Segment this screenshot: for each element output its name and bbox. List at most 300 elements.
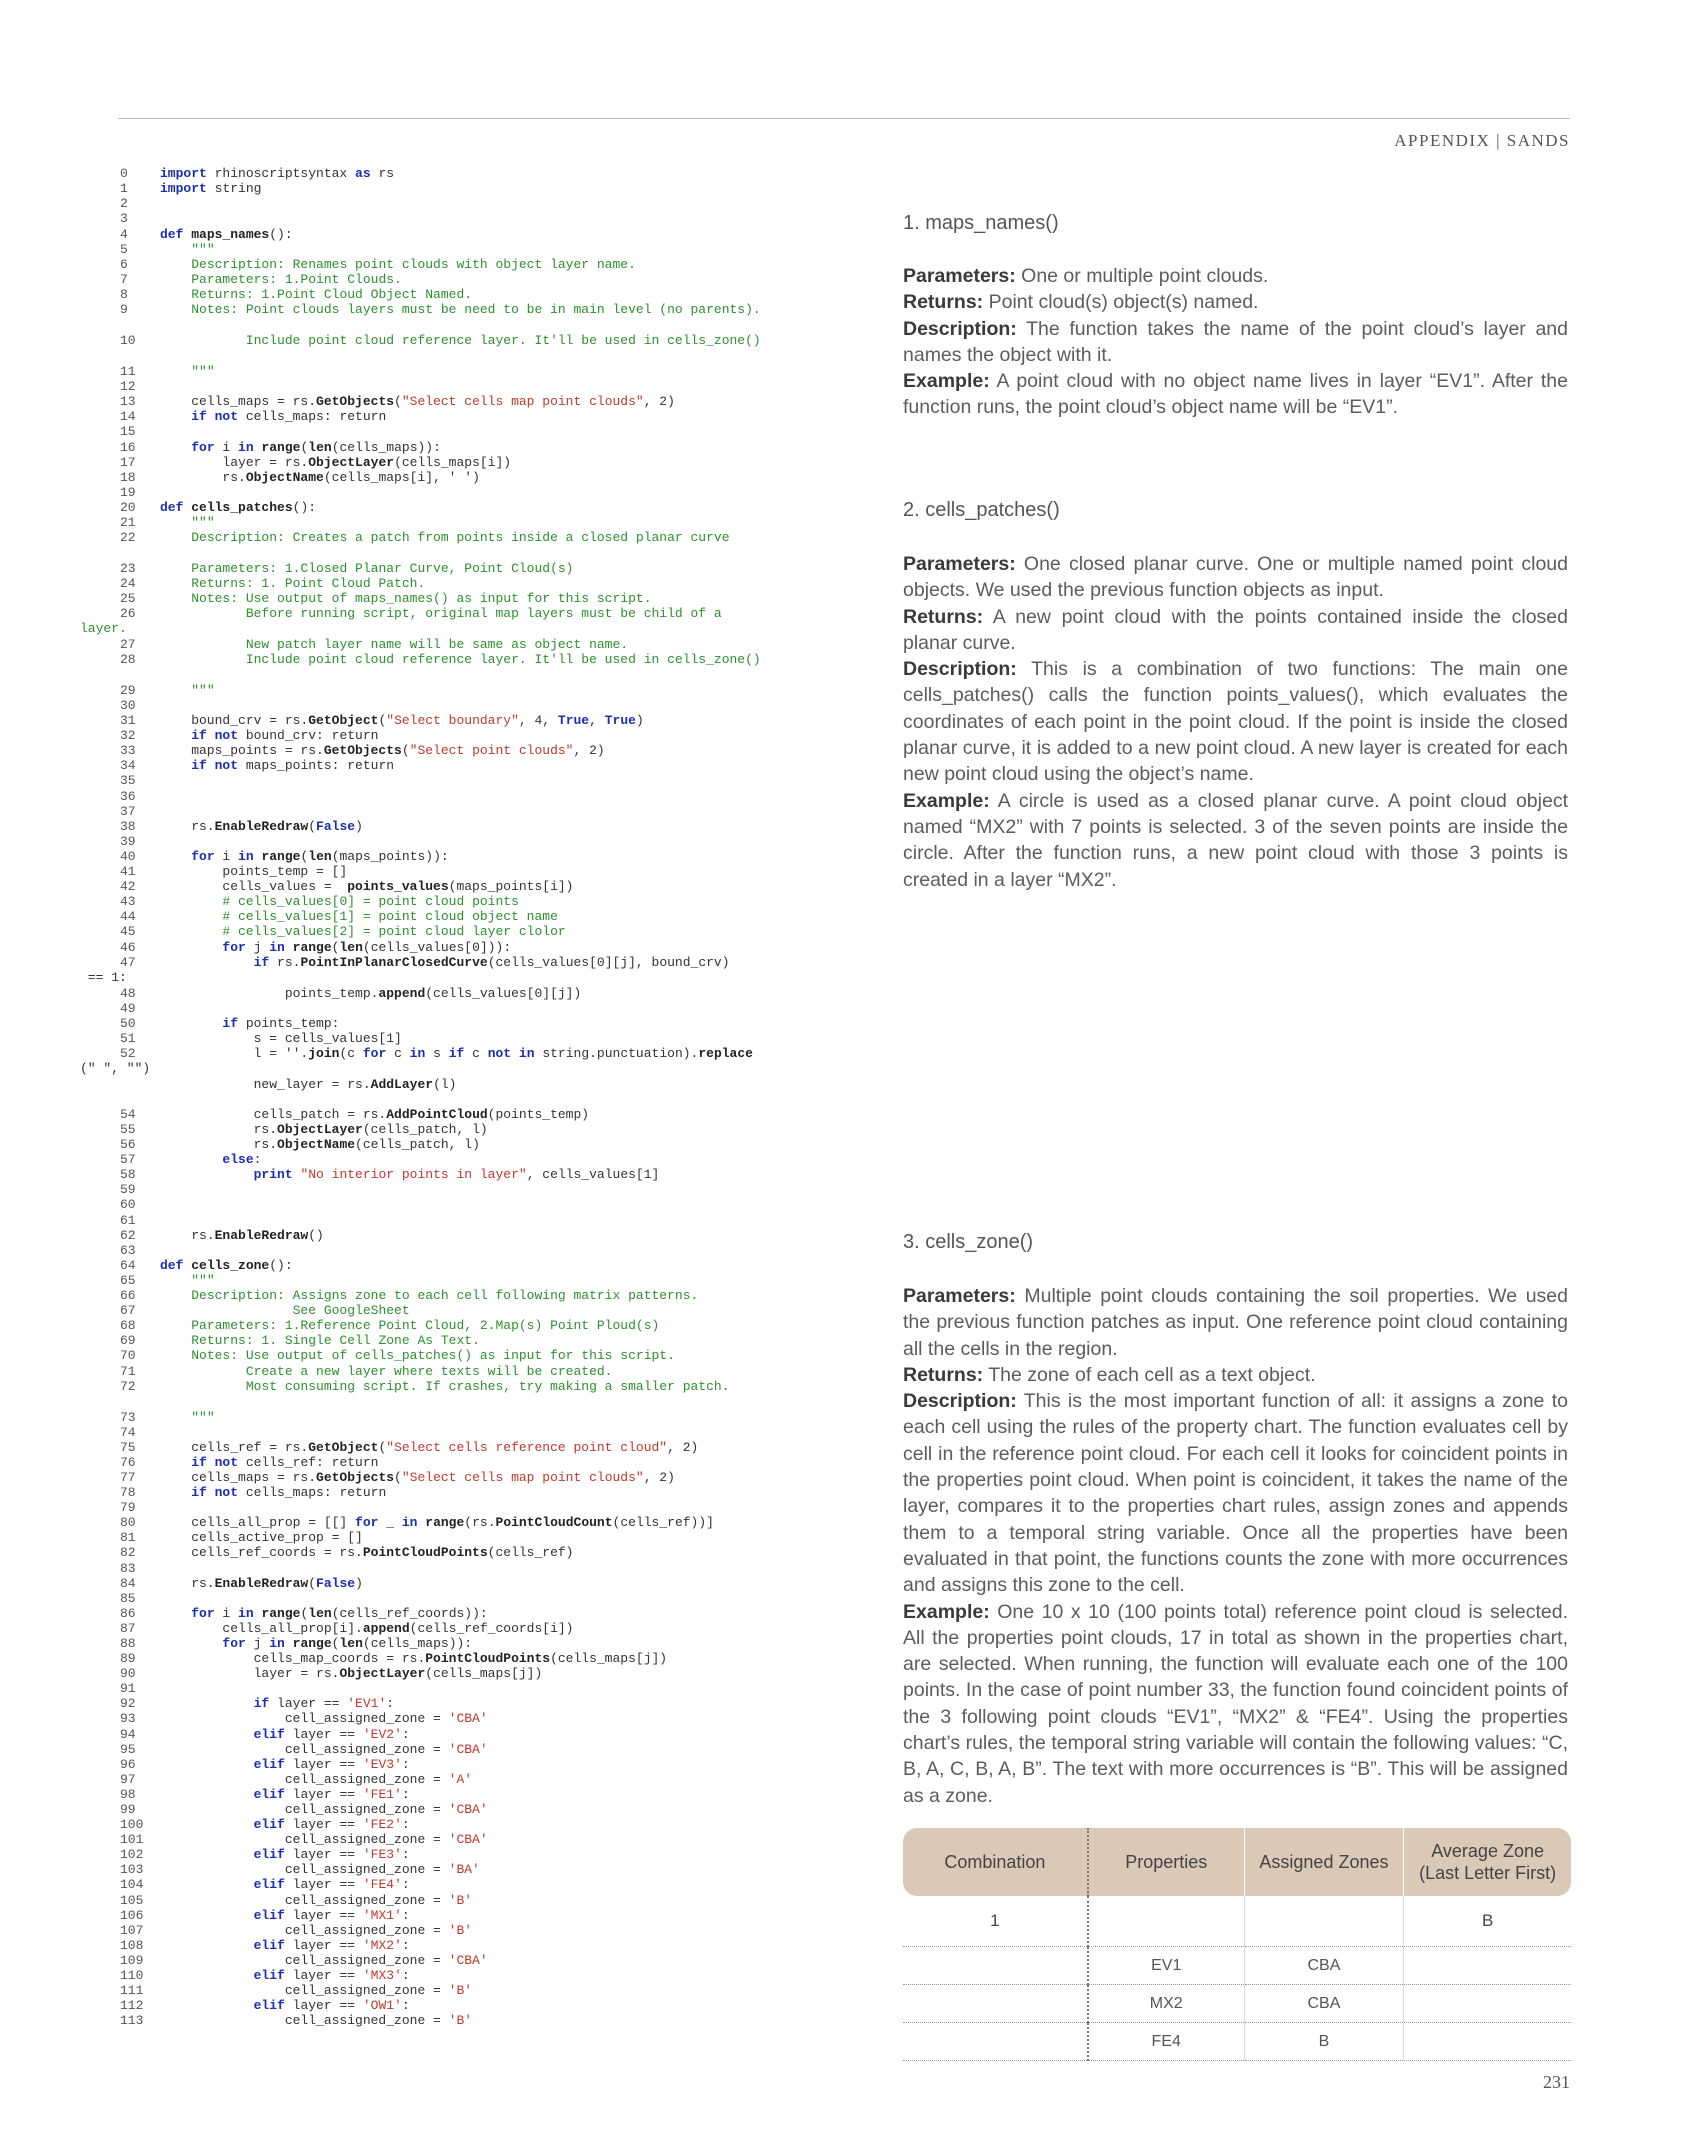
code-line [120,849,449,864]
code-line [120,1938,410,1953]
code-text: s = cells_values[1] [160,1031,402,1046]
line-number: 66 [120,1288,136,1303]
code-text: """ [191,242,215,257]
line-number: 65 [120,1273,136,1288]
code-line [120,1666,542,1681]
code-line [120,1197,160,1212]
code-line [120,1711,488,1726]
line-number: 62 [120,1228,136,1243]
code-text: Create a new layer where texts will be created. [245,1364,613,1379]
line-number: 32 [120,728,136,743]
code-line [120,257,636,272]
line-number: 113 [120,2013,144,2028]
code-line [120,1333,480,1348]
code-text: Returns: 1. Point Cloud Patch. [191,576,426,591]
code-line [120,591,652,606]
code-text: rs.ObjectName(cells_patch, l) [160,1137,480,1152]
line-number: 14 [120,409,136,424]
code-line [120,1606,488,1621]
code-line [120,864,347,879]
code-line [120,1031,402,1046]
code-line [120,227,293,242]
code-line [120,1983,472,1998]
line-number: 35 [120,773,136,788]
line-number: 109 [120,1953,144,1968]
line-number: 2 [120,196,128,211]
code-text: for i in range(len(cells_ref_coords)): [191,1606,488,1621]
code-text: elif layer == 'MX3': [253,1968,410,1983]
code-text: def cells_patches(): [160,500,317,515]
code-line [120,1651,667,1666]
code-line [120,698,160,713]
code-text: Parameters: 1.Point Clouds. [191,272,402,287]
code-line [120,530,730,545]
code-text: cell_assigned_zone = 'CBA' [160,1742,488,1757]
line-number: 87 [120,1621,136,1636]
line-number: 19 [120,485,136,500]
code-line [120,1228,324,1243]
code-text: Returns: 1.Point Cloud Object Named. [191,287,473,302]
code-text: def cells_zone(): [160,1258,293,1273]
line-number: 64 [120,1258,136,1273]
line-number: 88 [120,1636,136,1651]
line-number: 60 [120,1197,136,1212]
line-number: 26 [120,606,136,621]
code-text: cells_maps = rs.GetObjects("Select cells map point clouds", 2) [160,1470,675,1485]
zone-table-header [903,1828,1571,1896]
section-body-cells-zone: Parameters: Multiple point clouds containing the soil properties. We used the previous function patches as input. One reference point cloud containing all the cells in the region. Returns: The zone of each cell as a text object. Description: This is the most important function of all: it assigns a zone to each cell using the rules of the property chart. The function evaluates cell by cell in the reference point cloud. For each cell it looks for coincident points in the properties point cloud. When point is coincident, it takes the name of the layer, compares it to the properties chart rules, assign zones and appends them to a temporal string variable. Once all the properties have been evaluated in that point, the functions counts the zone with more occurrences and assigns this zone to the cell. Example: One 10 x 10 (100 points total) reference point cloud is selected. All the properties point clouds, 17 in total as shown in the properties chart, are selected. When running, the function will evaluate each one of the 100 points. In the case of point number 33, the function found coincident points of the 3 following point clouds “EV1”, “MX2” & “FE4”. Using the properties chart’s rules, the temporal string variable will contain the following values: “C, B, A, C, B, A, B”. The text with more occurrences is “B”. This will be assigned as a zone. [903,1285,1568,1807]
line-number: 38 [120,819,136,834]
line-number: 36 [120,789,136,804]
code-line [120,1288,698,1303]
code-line [120,379,160,394]
code-line [120,986,581,1001]
line-number: 44 [120,909,136,924]
col-average-zone: Average Zone (Last Letter First) [1404,1828,1571,1896]
line-number: 10 [120,333,136,348]
code-text: See GoogleSheet [292,1303,410,1318]
code-line [120,1968,410,1983]
line-number: 21 [120,515,136,530]
code-text: Before running script, original map layers must be child of a layer. [80,606,722,636]
line-number: 91 [120,1681,136,1696]
code-line [120,1137,480,1152]
code-line [120,500,316,515]
line-number: 85 [120,1591,136,1606]
line-number: 96 [120,1757,136,1772]
line-number: 83 [120,1561,136,1576]
line-number: 98 [120,1787,136,1802]
header-rule [118,118,1570,119]
code-text: if points_temp: [222,1016,340,1031]
code-line [120,181,261,196]
code-text: points_temp.append(cells_values[0][j]) [160,986,582,1001]
line-number: 6 [120,257,128,272]
line-number: 0 [120,166,128,181]
line-number: 56 [120,1137,136,1152]
line-number: 70 [120,1348,136,1363]
code-text: elif layer == 'MX1': [253,1908,410,1923]
code-line [120,1591,160,1606]
code-text: if layer == 'EV1': [253,1696,395,1711]
code-line [120,1757,410,1772]
code-text: new_layer = rs.AddLayer(l) [160,1077,457,1092]
code-text: elif layer == 'EV3': [253,1757,410,1772]
code-text: elif layer == 'FE3': [253,1847,410,1862]
section-body-maps-names: Parameters: One or multiple point clouds. Returns: Point cloud(s) object(s) named. Description: The function takes the name of the point cloud’s layer and names the object with it. Example: A point cloud with no object name lives in layer “EV1”. After the function runs, the point cloud’s object name will be “EV1”. [903,265,1568,419]
code-line [120,1182,160,1197]
code-line [120,728,378,743]
code-text: Description: Renames point clouds with object layer name. [191,257,636,272]
line-number: 8 [120,287,128,302]
col-assigned-zones: Assigned Zones [1244,1828,1404,1896]
code-text: elif layer == 'FE4': [253,1877,410,1892]
line-number: 55 [120,1122,136,1137]
line-number: 58 [120,1167,136,1182]
code-line [120,834,160,849]
code-text: """ [191,1410,215,1425]
line-number: 49 [120,1001,136,1016]
code-text: cells_maps = rs.GetObjects("Select cells map point clouds", 2) [160,394,675,409]
code-text: """ [191,515,215,530]
code-text: for j in range(len(cells_maps)): [222,1636,473,1651]
line-number: 75 [120,1440,136,1455]
line-number: 81 [120,1530,136,1545]
line-number: 82 [120,1545,136,1560]
table-row: MX2 CBA [903,1985,1571,2023]
code-line [120,773,160,788]
code-text: cell_assigned_zone = 'CBA' [160,1802,488,1817]
code-line [120,743,605,758]
code-line [120,1545,574,1560]
code-text: cells_ref_coords = rs.PointCloudPoints(cells_ref) [160,1545,574,1560]
code-line [120,637,628,652]
code-text: """ [191,683,215,698]
code-line [120,1379,730,1394]
line-number: 52 [120,1046,136,1061]
code-text: bound_crv = rs.GetObject("Select boundary", 4, True, True) [160,713,644,728]
code-line [120,1243,160,1258]
code-line [120,242,215,257]
code-text: if not cells_maps: return [191,1485,387,1500]
line-number: 68 [120,1318,136,1333]
code-line [120,576,425,591]
code-text: cell_assigned_zone = 'B' [160,1983,473,1998]
code-text: # cells_values[2] = point cloud layer clolor [222,924,566,939]
code-text: if not cells_maps: return [191,409,387,424]
code-text: rs.EnableRedraw(False) [160,1576,363,1591]
code-line [120,1832,488,1847]
code-line [120,1893,472,1908]
code-line [120,515,215,530]
code-text: cell_assigned_zone = 'B' [160,1893,473,1908]
code-line [120,440,441,455]
code-line [120,166,394,181]
code-line [120,1908,410,1923]
code-text: cell_assigned_zone = 'CBA' [160,1832,488,1847]
code-text: import string [160,181,262,196]
code-text: elif layer == 'FE2': [253,1817,410,1832]
code-text: for i in range(len(maps_points)): [191,849,449,864]
code-text: cells_patch = rs.AddPointCloud(points_temp) [160,1107,590,1122]
line-number: 78 [120,1485,136,1500]
line-number: 15 [120,424,136,439]
line-number: 61 [120,1213,136,1228]
line-number: 48 [120,986,136,1001]
code-text: maps_points = rs.GetObjects("Select point clouds", 2) [160,743,605,758]
code-text: Description: Assigns zone to each cell following matrix patterns. [191,1288,699,1303]
code-line [120,1561,160,1576]
code-line [120,1167,659,1182]
code-text: points_temp = [] [160,864,348,879]
code-line [120,272,402,287]
code-text: cell_assigned_zone = 'A' [160,1772,473,1787]
line-number: 74 [120,1425,136,1440]
code-line [120,302,761,317]
line-number: 40 [120,849,136,864]
code-text: else: [222,1152,262,1167]
code-text: cells_ref = rs.GetObject("Select cells reference point cloud", 2) [160,1440,699,1455]
line-number: 69 [120,1333,136,1348]
line-number: 99 [120,1802,136,1817]
line-number: 90 [120,1666,136,1681]
code-line [120,1636,472,1651]
code-text: """ [191,1273,215,1288]
line-number: 39 [120,834,136,849]
line-number: 73 [120,1410,136,1425]
line-number: 112 [120,1998,144,2013]
code-line [120,1877,410,1892]
line-number: 3 [120,211,128,226]
line-number: 12 [120,379,136,394]
code-line [120,1515,714,1530]
section-title-maps-names: 1. maps_names() [903,212,1059,234]
code-line [120,455,511,470]
line-number: 50 [120,1016,136,1031]
code-text: cells_all_prop = [[] for _ in range(rs.PointCloudCount(cells_ref))] [160,1515,714,1530]
code-line [120,1787,410,1802]
code-line [120,1016,339,1031]
line-number: 105 [120,1893,144,1908]
code-line [120,1364,613,1379]
line-number: 42 [120,879,136,894]
line-number: 5 [120,242,128,257]
code-line [120,1802,488,1817]
line-number: 33 [120,743,136,758]
code-line [120,1273,215,1288]
code-line [120,333,761,348]
line-number: 54 [120,1107,136,1122]
code-line [120,940,511,955]
line-number: 24 [120,576,136,591]
line-number: 103 [120,1862,144,1877]
code-text: if not bound_crv: return [191,728,379,743]
line-number: 97 [120,1772,136,1787]
code-line [80,606,722,636]
code-line [120,1410,215,1425]
code-text: Notes: Point clouds layers must be need to be in main level (no parents). [191,302,761,317]
code-text: Parameters: 1.Closed Planar Curve, Point Cloud(s) [191,561,574,576]
line-number: 71 [120,1364,136,1379]
code-text: cells_values = points_values(maps_points[i]) [160,879,574,894]
code-line [120,1303,410,1318]
code-text: New patch layer name will be same as object name. [245,637,629,652]
zone-table [903,1828,1571,2061]
code-line [120,1470,675,1485]
code-text: cells_active_prop = [] [160,1530,363,1545]
line-number: 47 [120,955,136,970]
code-line [120,485,160,500]
code-line [120,211,160,226]
code-line [120,713,644,728]
code-text: cells_map_coords = rs.PointCloudPoints(cells_maps[j]) [160,1651,668,1666]
line-number: 22 [120,530,136,545]
table-row: EV1 CBA [903,1947,1571,1985]
col-properties: Properties [1088,1828,1244,1896]
line-number: 41 [120,864,136,879]
code-text: elif layer == 'MX2': [253,1938,410,1953]
line-number: 46 [120,940,136,955]
code-text: layer = rs.ObjectLayer(cells_maps[j]) [160,1666,543,1681]
code-line [120,1485,386,1500]
line-number: 100 [120,1817,144,1832]
line-number: 1 [120,181,128,196]
code-text: Notes: Use output of maps_names() as input for this script. [191,591,652,606]
code-text: print "No interior points in layer", cells_values[1] [253,1167,660,1182]
code-line [120,2013,472,2028]
line-number: 77 [120,1470,136,1485]
code-line [120,424,160,439]
line-number: 34 [120,758,136,773]
code-line [120,364,215,379]
code-line [120,1953,488,1968]
code-text: Most consuming script. If crashes, try making a smaller patch. [245,1379,730,1394]
line-number: 76 [120,1455,136,1470]
line-number: 57 [120,1152,136,1167]
line-number: 4 [120,227,128,242]
line-number: 18 [120,470,136,485]
line-number: 63 [120,1243,136,1258]
code-line [120,1500,160,1515]
code-text: cells_all_prop[i].append(cells_ref_coords[i]) [160,1621,574,1636]
code-line [120,894,519,909]
code-line [120,819,363,834]
code-line [120,561,573,576]
code-text: Include point cloud reference layer. It'll be used in cells_zone() [245,333,761,348]
line-number: 20 [120,500,136,515]
code-line [120,1152,261,1167]
code-line [120,1122,488,1137]
code-text: def maps_names(): [160,227,293,242]
line-number: 13 [120,394,136,409]
line-number: 79 [120,1500,136,1515]
line-number: 16 [120,440,136,455]
code-text: elif layer == 'FE1': [253,1787,410,1802]
code-text: for j in range(len(cells_values[0])): [222,940,512,955]
code-line [80,1046,753,1076]
code-text: Notes: Use output of cells_patches() as input for this script. [191,1348,675,1363]
code-text: elif layer == 'OW1': [253,1998,410,2013]
section-body-cells-patches: Parameters: One closed planar curve. One or multiple named point cloud objects. We used the previous function objects as input. Returns: A new point cloud with the points contained inside the closed planar curve. Description: This is a combination of two functions: The main one cells_patches() calls the function points_values(), which evaluates the coordinates of each point in the point cloud. If the point is inside the closed planar curve, it is added to a new point cloud. A new layer is created for each new point cloud using the object’s name. Example: A circle is used as a closed planar curve. A point cloud object named “MX2” with 7 points is selected. 3 of the seven points are inside the circle. After the function runs, a new point cloud with those 3 points is created in a layer “MX2”. [903,553,1568,891]
code-line [120,409,386,424]
code-text: if rs.PointInPlanarClosedCurve(cells_values[0][j], bound_crv) == 1: [80,955,730,985]
code-line [120,1681,160,1696]
code-text: Parameters: 1.Reference Point Cloud, 2.Map(s) Point Ploud(s) [191,1318,660,1333]
code-line [120,1318,659,1333]
line-number: 28 [120,652,136,667]
table-row: 1 B [903,1896,1571,1947]
code-text: if not cells_ref: return [191,1455,379,1470]
code-line [120,1847,410,1862]
section-title-cells-patches: 2. cells_patches() [903,499,1060,521]
code-text: cell_assigned_zone = 'CBA' [160,1711,488,1726]
line-number: 23 [120,561,136,576]
line-number: 102 [120,1847,144,1862]
code-text: Returns: 1. Single Cell Zone As Text. [191,1333,480,1348]
code-line [120,758,394,773]
code-line [120,1077,456,1092]
line-number: 95 [120,1742,136,1757]
line-number: 43 [120,894,136,909]
code-line [120,1213,160,1228]
col-combination: Combination [903,1828,1088,1896]
code-line [120,1001,160,1016]
line-number: 11 [120,364,136,379]
code-line [120,804,160,819]
code-line [120,1530,363,1545]
code-text: rs.EnableRedraw() [160,1228,324,1243]
code-line [120,652,761,667]
code-line [120,1696,394,1711]
code-line [120,1258,293,1273]
code-text: for i in range(len(cells_maps)): [191,440,441,455]
line-number: 51 [120,1031,136,1046]
code-text: cell_assigned_zone = 'B' [160,1923,473,1938]
code-text: Description: Creates a patch from points inside a closed planar curve [191,530,730,545]
code-line [120,1348,675,1363]
code-text: rs.ObjectLayer(cells_patch, l) [160,1122,488,1137]
code-line [120,1425,160,1440]
code-text: Include point cloud reference layer. It'll be used in cells_zone() [245,652,761,667]
code-text: cell_assigned_zone = 'B' [160,2013,473,2028]
code-text: # cells_values[0] = point cloud points [222,894,519,909]
code-line [120,1455,378,1470]
code-line [120,1862,480,1877]
code-line [120,683,215,698]
code-line [120,879,573,894]
line-number: 80 [120,1515,136,1530]
code-text: l = ''.join(c for c in s if c not in string.punctuation).replace (" ", "") [80,1046,753,1076]
line-number: 111 [120,1983,144,1998]
line-number: 59 [120,1182,136,1197]
line-number: 29 [120,683,136,698]
table-row: FE4 B [903,2023,1571,2061]
code-line [120,394,675,409]
code-line [120,196,160,211]
code-text: if not maps_points: return [191,758,395,773]
line-number: 107 [120,1923,144,1938]
line-number: 27 [120,637,136,652]
line-number: 67 [120,1303,136,1318]
code-text: layer = rs.ObjectLayer(cells_maps[i]) [160,455,512,470]
line-number: 9 [120,302,128,317]
line-number: 86 [120,1606,136,1621]
line-number: 104 [120,1877,144,1892]
code-text: elif layer == 'EV2': [253,1727,410,1742]
line-number: 45 [120,924,136,939]
line-number: 7 [120,272,128,287]
line-number: 94 [120,1727,136,1742]
